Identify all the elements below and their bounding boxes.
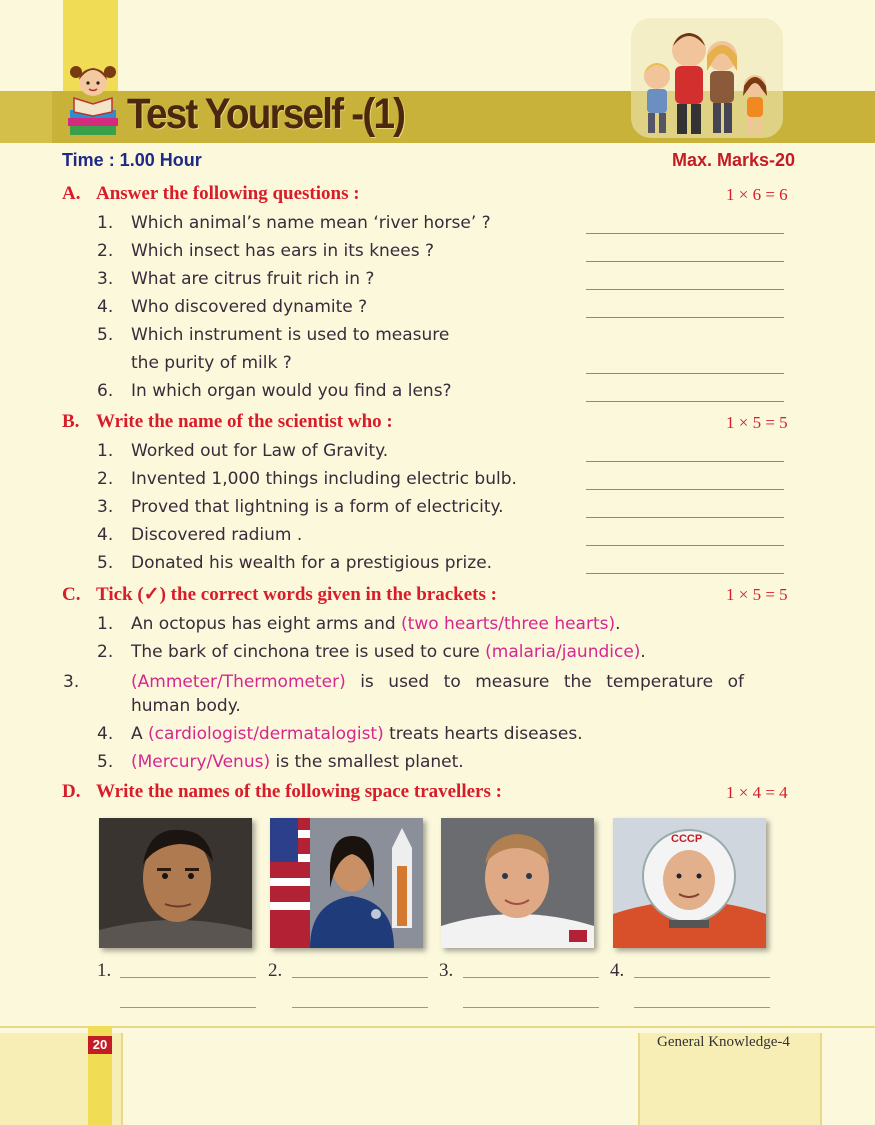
question-a6: 6. In which organ would you find a lens?: [97, 381, 452, 401]
answer-line[interactable]: [586, 261, 784, 262]
question-b3: 3. Proved that lightning is a form of electricity.: [97, 497, 504, 517]
question-c4: 4. A (cardiologist/dermatalogist) treats hearts diseases.: [97, 724, 583, 744]
family-illustration: [627, 16, 787, 142]
title-band-edge: [0, 91, 52, 143]
question-c2: 2. The bark of cinchona tree is used to cure (malaria/jaundice).: [97, 642, 646, 662]
question-c1: 1. An octopus has eight arms and (two hearts/three hearts).: [97, 614, 621, 634]
name-answer-line[interactable]: [120, 1007, 256, 1008]
answer-line[interactable]: [586, 289, 784, 290]
name-answer-line[interactable]: [292, 1007, 428, 1008]
answer-line[interactable]: [586, 461, 784, 462]
answer-line[interactable]: [586, 573, 784, 574]
question-a2: 2. Which insect has ears in its knees ?: [97, 241, 435, 261]
question-a4: 4. Who discovered dynamite ?: [97, 297, 368, 317]
answer-line[interactable]: [586, 517, 784, 518]
name-answer-line[interactable]: [634, 1007, 770, 1008]
question-c3: 3. (Ammeter/Thermometer) is used to measure the temperature of human body.: [63, 672, 744, 716]
tick-options[interactable]: (malaria/jaundice): [485, 642, 641, 662]
space-traveller-photo-3: [441, 818, 594, 948]
section-d-marks: 1 × 4 = 4: [726, 783, 788, 802]
page-number: 20: [88, 1036, 112, 1054]
question-a5: 5. Which instrument is used to measure: [97, 325, 450, 345]
tick-options[interactable]: (Ammeter/Thermometer): [131, 672, 346, 692]
svg-text:CCCP: CCCP: [671, 833, 703, 845]
question-c5: 5. (Mercury/Venus) is the smallest planet.: [97, 752, 464, 772]
tick-options[interactable]: (two hearts/three hearts): [401, 614, 616, 634]
answer-line[interactable]: [586, 317, 784, 318]
traveller-label-1: 1.: [97, 960, 112, 981]
answer-line[interactable]: [586, 233, 784, 234]
book-title: General Knowledge-4: [657, 1034, 790, 1050]
traveller-label-3: 3.: [439, 960, 454, 981]
question-a5-continued: the purity of milk ?: [131, 353, 292, 373]
answer-line[interactable]: [586, 401, 784, 402]
footer-panel-right: [820, 1033, 875, 1125]
tick-options[interactable]: (cardiologist/dermatalogist): [148, 724, 384, 744]
question-a3: 3. What are citrus fruit rich in ?: [97, 269, 375, 289]
section-b-marks: 1 × 5 = 5: [726, 413, 788, 432]
space-traveller-photo-4: [613, 818, 766, 948]
section-d-heading: D. Write the names of the following space travellers :: [62, 781, 502, 802]
section-a-heading: A. Answer the following questions :: [62, 183, 360, 204]
answer-line[interactable]: [586, 373, 784, 374]
reading-girl-illustration: [62, 42, 124, 140]
question-b2: 2. Invented 1,000 things including electric bulb.: [97, 469, 517, 489]
max-marks-label: Max. Marks-20: [672, 150, 796, 170]
answer-line[interactable]: [586, 545, 784, 546]
tick-options[interactable]: (Mercury/Venus): [131, 752, 271, 772]
space-traveller-photo-2: [270, 818, 423, 948]
traveller-label-2: 2.: [268, 960, 283, 981]
section-c-marks: 1 × 5 = 5: [726, 585, 788, 604]
name-answer-line[interactable]: [634, 977, 770, 978]
footer-panel: [121, 1033, 640, 1125]
space-traveller-photo-1: [99, 818, 252, 948]
question-b5: 5. Donated his wealth for a prestigious prize.: [97, 553, 493, 573]
question-b1: 1. Worked out for Law of Gravity.: [97, 441, 389, 461]
name-answer-line[interactable]: [463, 977, 599, 978]
footer-divider: [0, 1026, 875, 1028]
question-b4: 4. Discovered radium .: [97, 525, 303, 545]
page-title: Test Yourself -(1): [127, 90, 405, 138]
time-label: Time : 1.00 Hour: [62, 150, 202, 170]
answer-line[interactable]: [586, 489, 784, 490]
name-answer-line[interactable]: [120, 977, 256, 978]
question-a1: 1. Which animal’s name mean ‘river horse’ ?: [97, 213, 491, 233]
section-b-heading: B. Write the name of the scientist who :: [62, 411, 393, 432]
name-answer-line[interactable]: [292, 977, 428, 978]
section-c-heading: C. Tick (✓) the correct words given in the brackets :: [62, 584, 497, 605]
name-answer-line[interactable]: [463, 1007, 599, 1008]
section-a-marks: 1 × 6 = 6: [726, 185, 788, 204]
traveller-label-4: 4.: [610, 960, 625, 981]
